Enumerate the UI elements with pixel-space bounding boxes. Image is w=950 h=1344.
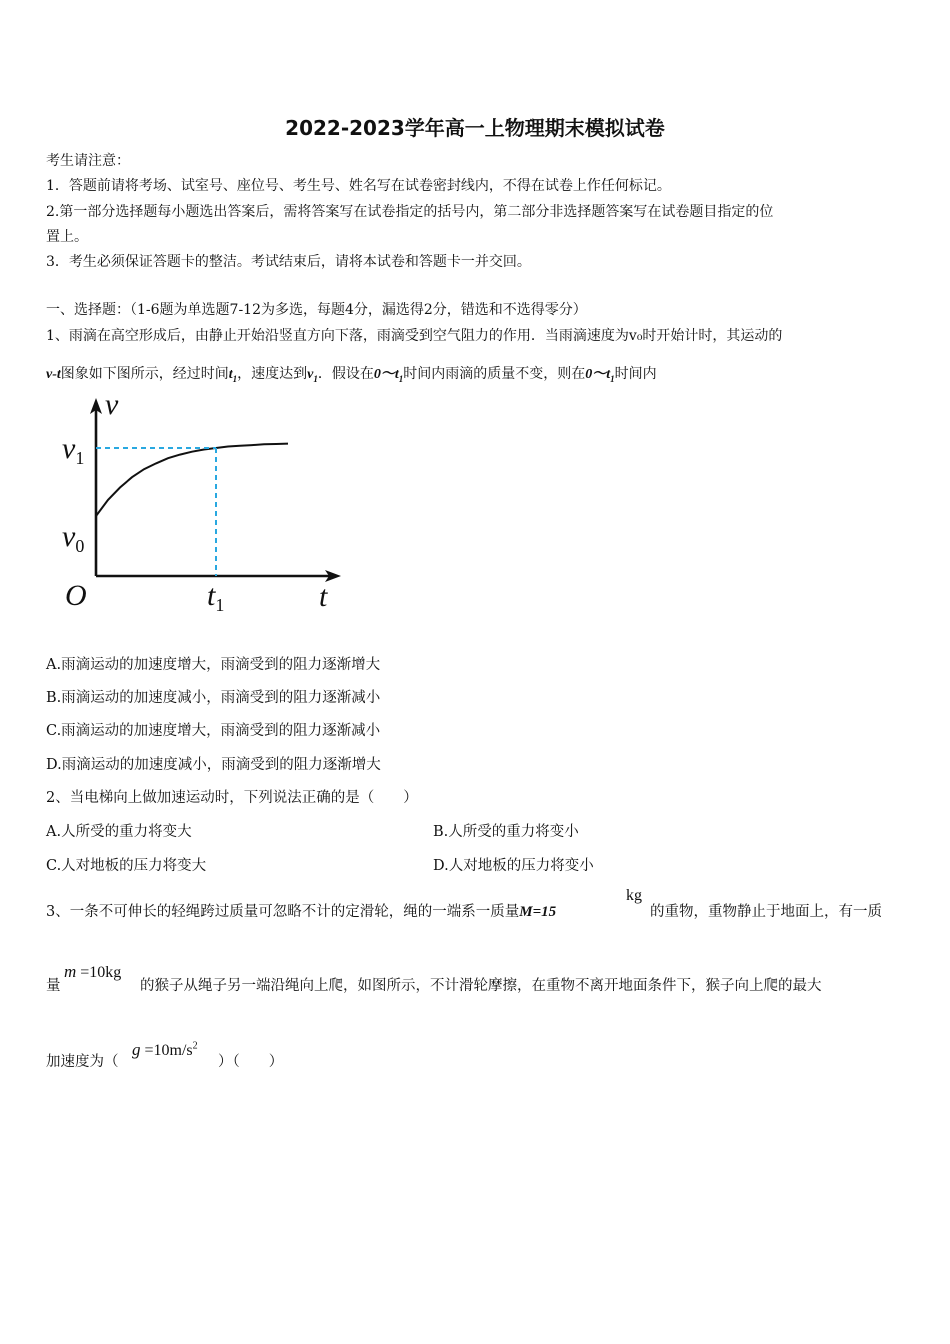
q2-option-b[interactable]: B.人所受的重力将变小 <box>433 824 579 840</box>
q1-text-e: 时间内 <box>614 366 657 382</box>
q3-text-b: 的重物，重物静止于地面上，有一质 <box>650 904 882 920</box>
q1-range-1: $0\sim t_1$ <box>373 367 404 384</box>
q1-option-c[interactable]: C.雨滴运动的加速度增大，雨滴受到的阻力逐渐减小 <box>46 723 381 739</box>
q1-line-2 <box>46 364 657 389</box>
q1-text-a: 图象如下图所示，经过时间 <box>60 366 229 382</box>
q3-text-e: 加速度为（ <box>46 1054 119 1070</box>
page-title: 2022-2023学年高一上物理期末模拟试卷 <box>285 116 665 140</box>
q3-text-f: ）（ ） <box>218 1054 284 1070</box>
q3-text-a: 3、一条不可伸长的轻绳跨过质量可忽略不计的定滑轮，绳的一端系一质量 <box>46 904 520 920</box>
q2-option-c[interactable]: C.人对地板的压力将变大 <box>46 858 207 874</box>
notice-item-3: 3．考生必须保证答题卡的整洁。考试结束后，请将本试卷和答题卡一并交回。 <box>46 254 531 270</box>
v0-tick-label: $v_0$ <box>62 520 85 556</box>
q3-gravity: $g =10m/s^2$ <box>132 1040 198 1059</box>
q1-t1: $t_1$ <box>228 367 238 384</box>
q3-line-1 <box>46 902 556 922</box>
notice-item-2-cont: 置上。 <box>46 229 88 245</box>
notice-item-2: 2.第一部分选择题每小题选出答案后，需将答案写在试卷指定的括号内，第二部分非选择题答案写在试卷题目指定的位 <box>46 204 774 220</box>
v1-tick-label: $v_1$ <box>62 432 85 468</box>
velocity-curve <box>96 444 288 516</box>
notice-item-1: 1．答题前请将考场、试室号、座位号、考生号、姓名写在试卷密封线内，不得在试卷上作任何标记。 <box>46 178 671 194</box>
q2-option-d[interactable]: D.人对地板的压力将变小 <box>433 858 594 874</box>
q3-mass-m: m =10kg <box>64 962 122 981</box>
q3-text-d: 的猴子从绳子另一端沿绳向上爬，如图所示，不计滑轮摩擦，在重物不离开地面条件下，猴子向上爬的最大 <box>140 978 822 994</box>
v-axis-label: v <box>105 390 119 421</box>
notice-heading: 考生请注意： <box>46 153 130 169</box>
q3-mass-M: M=15 <box>519 904 557 920</box>
q1-text-b: ，速度达到 <box>237 366 308 382</box>
section-heading: 一、选择题：（1-6题为单选题7-12为多选，每题4分，漏选得2分，错选和不选得零分） <box>46 302 587 318</box>
q3-text-c: 量 <box>46 978 61 994</box>
q2-stem: 2、当电梯向上做加速运动时，下列说法正确的是（ ） <box>46 790 418 806</box>
origin-label: O <box>65 579 87 612</box>
q1-option-a[interactable]: A.雨滴运动的加速度增大，雨滴受到的阻力逐渐增大 <box>46 657 381 673</box>
q3-kg-unit: kg <box>626 887 642 904</box>
q1-option-d[interactable]: D.雨滴运动的加速度减小，雨滴受到的阻力逐渐增大 <box>46 757 381 773</box>
q1-vt: v-t <box>46 367 61 382</box>
q1-v1: $v_1$ <box>307 367 318 384</box>
t1-tick-label: $t_1$ <box>207 579 225 615</box>
q1-range-2: $0\sim t_1$ <box>585 367 615 384</box>
q1-text-d: 时间内雨滴的质量不变，则在 <box>403 366 586 382</box>
q1-line-1: 1、雨滴在高空形成后，由静止开始沿竖直方向下落，雨滴受到空气阻力的作用．当雨滴速度为v₀时开始计时，其运动的 <box>46 328 783 344</box>
q1-text-c: ．假设在 <box>317 366 374 382</box>
q2-option-a[interactable]: A.人所受的重力将变大 <box>46 824 192 840</box>
t-axis-label: t <box>319 580 328 613</box>
vt-graph <box>55 390 355 615</box>
q1-option-b[interactable]: B.雨滴运动的加速度减小，雨滴受到的阻力逐渐减小 <box>46 690 381 706</box>
